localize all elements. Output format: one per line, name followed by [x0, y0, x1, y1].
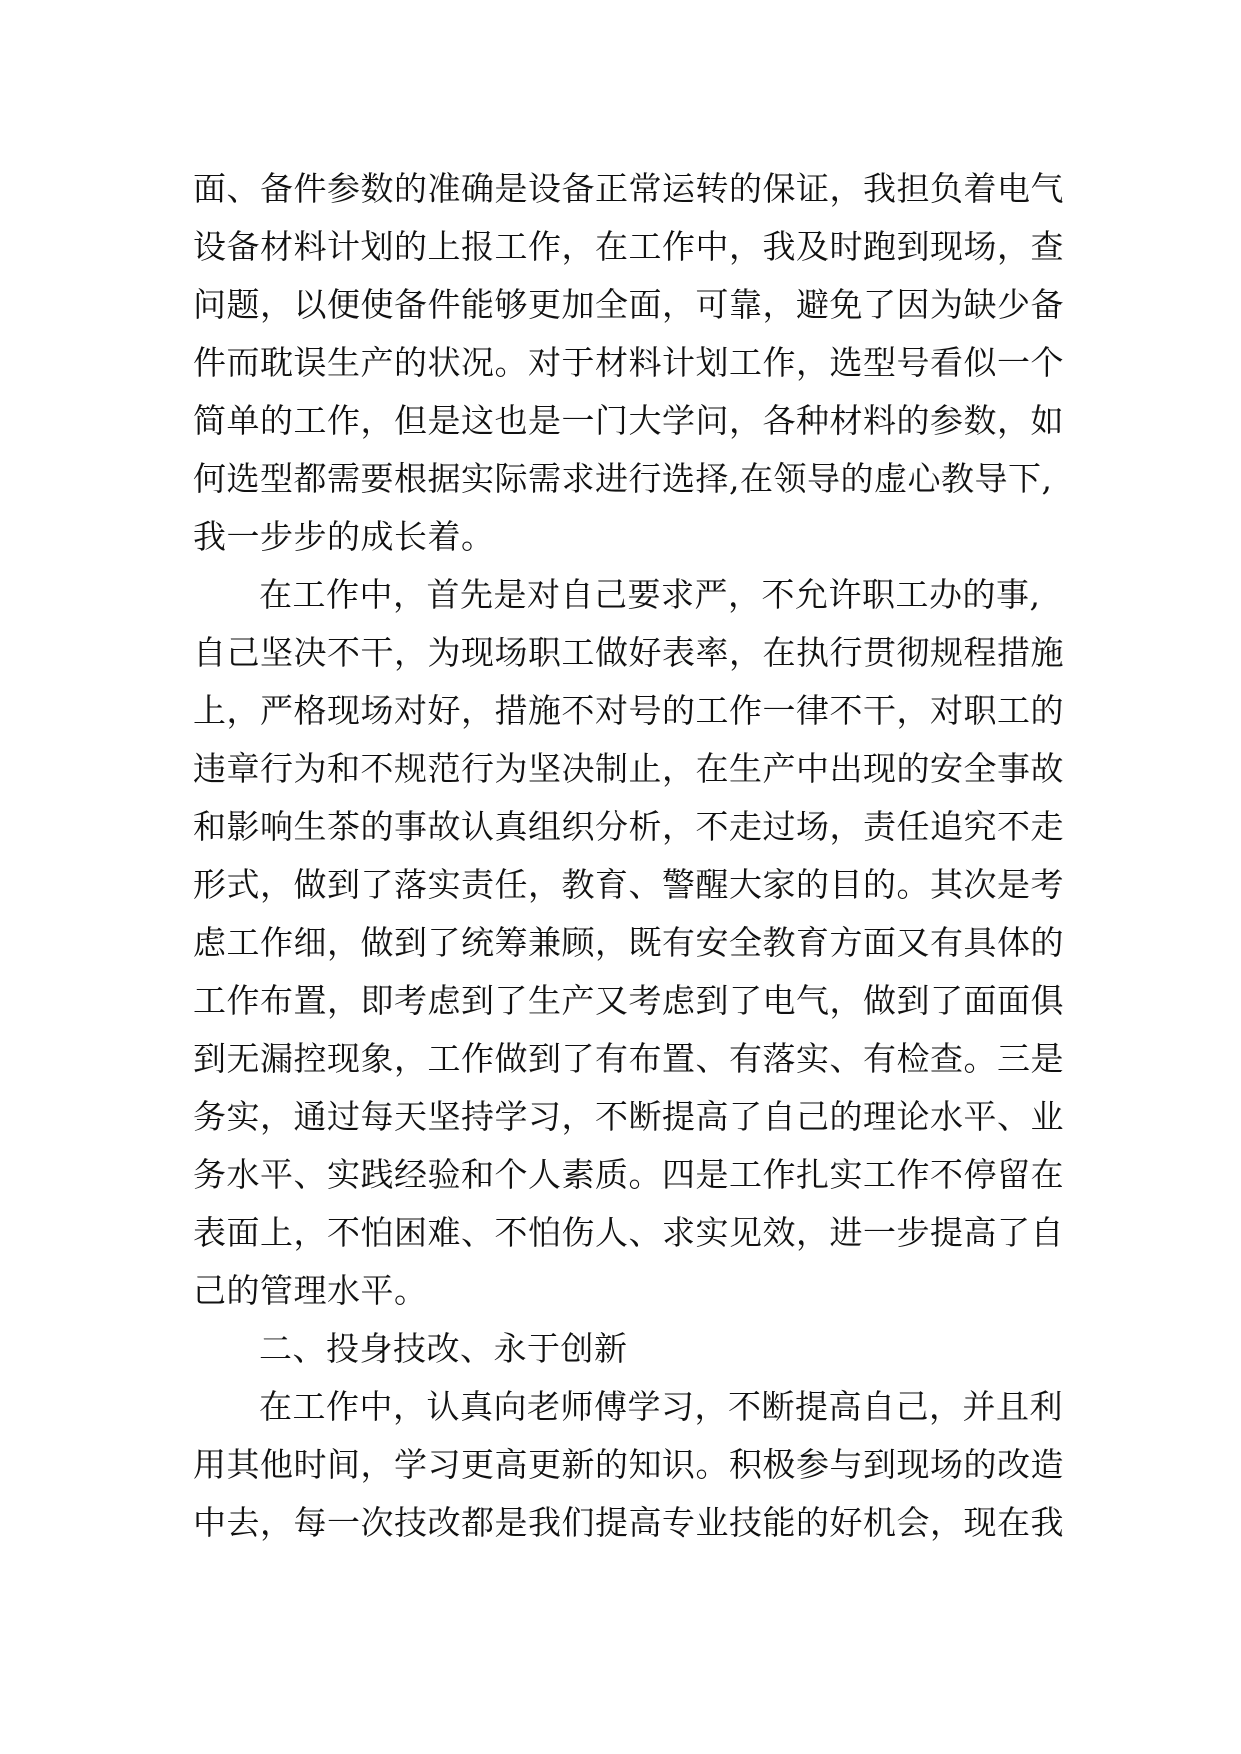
text-line: 自己坚决不干，为现场职工做好表率，在执行贯彻规程措施: [193, 633, 1064, 672]
text-line: 简单的工作，但是这也是一门大学问，各种材料的参数，如: [193, 401, 1064, 440]
text-line: 在工作中，首先是对自己要求严，不允许职工办的事,: [259, 575, 1041, 614]
text-line: 面、备件参数的准确是设备正常运转的保证，我担负着电气: [193, 169, 1064, 208]
text-line: 违章行为和不规范行为坚决制止，在生产中出现的安全事故: [193, 749, 1064, 788]
text-line: 虑工作细，做到了统筹兼顾，既有安全教育方面又有具体的: [193, 923, 1064, 962]
text-line: 务实，通过每天坚持学习，不断提高了自己的理论水平、业: [193, 1097, 1064, 1136]
text-line: 问题，以便使备件能够更加全面，可靠，避免了因为缺少备: [193, 285, 1064, 324]
text-line: 表面上，不怕困难、不怕伤人、求实见效，进一步提高了自: [193, 1213, 1064, 1252]
text-line: 形式，做到了落实责任，教育、警醒大家的目的。其次是考: [193, 865, 1064, 904]
text-line: 我一步步的成长着。: [193, 517, 495, 556]
text-line: 何选型都需要根据实际需求进行选择,在领导的虚心教导下,: [193, 459, 1053, 498]
text-line: 二、投身技改、永于创新: [259, 1329, 628, 1368]
text-line: 和影响生茶的事故认真组织分析，不走过场，责任追究不走: [193, 807, 1064, 846]
text-line: 工作布置，即考虑到了生产又考虑到了电气，做到了面面俱: [193, 981, 1064, 1020]
text-line: 己的管理水平。: [193, 1271, 428, 1310]
text-line: 务水平、实践经验和个人素质。四是工作扎实工作不停留在: [193, 1155, 1064, 1194]
text-line: 到无漏控现象，工作做到了有布置、有落实、有检查。三是: [193, 1039, 1064, 1078]
text-line: 件而耽误生产的状况。对于材料计划工作，选型号看似一个: [193, 343, 1064, 382]
text-line: 用其他时间，学习更高更新的知识。积极参与到现场的改造: [193, 1445, 1064, 1484]
text-line: 在工作中，认真向老师傅学习，不断提高自己，并且利: [259, 1387, 1063, 1426]
document-body: [193, 160, 1063, 1552]
text-line: 中去，每一次技改都是我们提高专业技能的好机会，现在我: [193, 1503, 1064, 1542]
text-line: 设备材料计划的上报工作，在工作中，我及时跑到现场，查: [193, 227, 1064, 266]
text-line: 上，严格现场对好，措施不对号的工作一律不干，对职工的: [193, 691, 1064, 730]
